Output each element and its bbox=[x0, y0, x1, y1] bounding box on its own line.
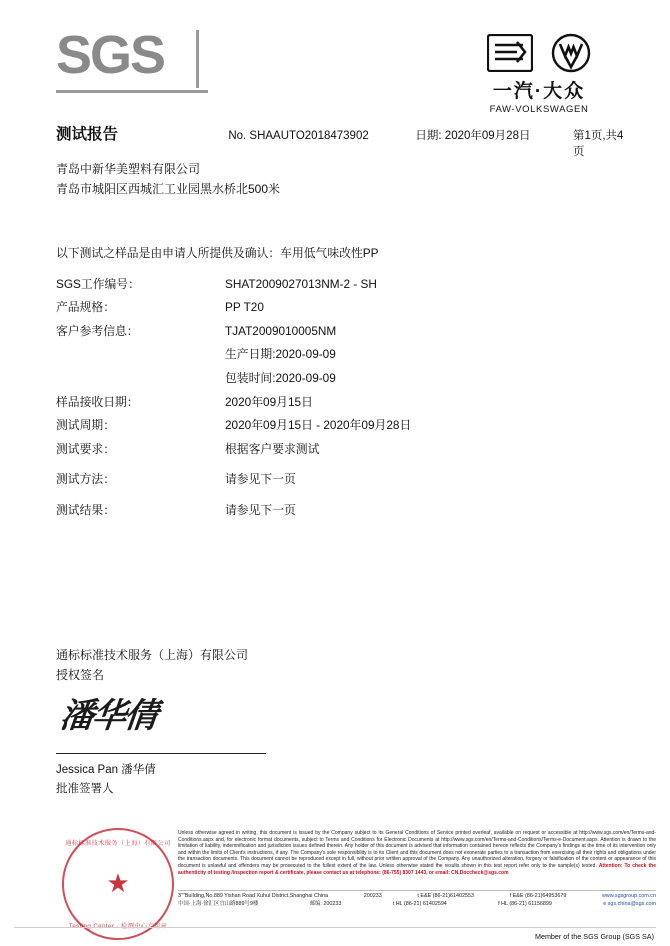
zip-en: 200233 bbox=[363, 893, 382, 899]
authorized-signature-label: 授权签名 bbox=[56, 668, 105, 683]
report-title-row bbox=[56, 122, 634, 159]
page-title: 测试报告 bbox=[56, 126, 119, 143]
field-label: 测试周期： bbox=[56, 418, 115, 433]
field-value: PP T20 bbox=[225, 300, 264, 315]
page-indicator: 第1页,共4页 bbox=[572, 130, 624, 158]
sgs-group-member-note: Member of the SGS Group (SGS SA) bbox=[534, 932, 654, 941]
faw-vw-chinese-name: 一汽·大众 bbox=[492, 81, 586, 102]
field-value: 生产日期:2020-09-09 bbox=[225, 347, 336, 362]
seal-top-text: 通标标准技术服务（上海）有限公司 bbox=[65, 840, 171, 847]
field-packaging-date bbox=[56, 367, 630, 391]
field-production-date bbox=[56, 343, 630, 367]
field-value: TJAT2009010005NM bbox=[225, 323, 337, 338]
faw-emblem-icon bbox=[487, 34, 533, 72]
field-label: 样品接收日期： bbox=[56, 394, 139, 409]
report-fields bbox=[56, 242, 630, 523]
field-sample-description bbox=[56, 242, 630, 266]
signature-line bbox=[56, 753, 266, 754]
volkswagen-emblem-icon bbox=[551, 33, 591, 73]
issuing-organization: 通标标准技术服务（上海）有限公司 bbox=[56, 648, 249, 662]
field-sample-received-date bbox=[56, 391, 630, 415]
document-footer bbox=[0, 826, 670, 946]
footer-rule bbox=[14, 927, 656, 928]
field-test-requirement bbox=[56, 438, 630, 462]
footer-divider bbox=[178, 890, 656, 891]
field-label: 测试结果： bbox=[56, 502, 115, 517]
spacer bbox=[56, 266, 630, 273]
sgs-logo-underline bbox=[56, 90, 208, 93]
client-company-name: 青岛中新华美塑料有限公司 bbox=[56, 162, 201, 176]
spacer bbox=[56, 492, 630, 499]
client-company-block bbox=[56, 160, 280, 200]
website[interactable]: www.sgsgroup.com.cn bbox=[602, 893, 656, 899]
document-header bbox=[56, 25, 634, 115]
address-line-cn bbox=[178, 900, 656, 908]
faw-volkswagen-logo bbox=[444, 32, 634, 115]
field-value: 请参见下一页 bbox=[225, 472, 296, 487]
field-value: 2020年09月15日 - 2020年09月28日 bbox=[225, 418, 412, 433]
field-value: 根据客户要求测试 bbox=[225, 441, 320, 456]
legal-attention-text: Attention: To check the authenticity of testing /inspection report & certificate, please contact us at telephone: (86-755) 8307 1443, or email: CN.Doccheck@sgs.com bbox=[178, 862, 657, 876]
signature-image bbox=[56, 692, 281, 754]
field-label: 客户参考信息： bbox=[56, 323, 139, 338]
report-number: No. SHAAUTO2018473902 bbox=[228, 130, 369, 142]
field-label: 测试要求： bbox=[56, 441, 115, 456]
address-en: 3""Building,No.889 Yishan Road Xuhui District,Shanghai China bbox=[178, 893, 329, 899]
field-test-period bbox=[56, 414, 630, 438]
fax-en: f E&E (86-21)64953679 bbox=[509, 893, 567, 899]
field-value: SHAT2009027013NM-2 - SH bbox=[225, 276, 377, 291]
email[interactable]: e sgs.china@sgs.com bbox=[603, 901, 656, 908]
field-label: 测试方法： bbox=[56, 472, 115, 487]
address-cn: 中国·上海·徐汇区宜山路889号9楼 bbox=[178, 901, 259, 908]
field-label: SGS工作编号： bbox=[56, 276, 140, 291]
signature-block bbox=[56, 645, 281, 800]
footer-address-block bbox=[178, 892, 656, 908]
field-job-number bbox=[56, 273, 630, 297]
handwritten-signature: 潘华倩 bbox=[57, 695, 159, 736]
field-client-reference bbox=[56, 320, 630, 344]
field-value: 2020年09月15日 bbox=[225, 394, 313, 409]
zip-cn: 邮编: 200233 bbox=[309, 901, 342, 908]
tel-en: t E&E (86-21)61402553 bbox=[417, 893, 475, 899]
client-company-address: 青岛市城阳区西城汇工业园黑水桥北500米 bbox=[56, 181, 281, 196]
field-value: 包装时间:2020-09-09 bbox=[225, 370, 336, 385]
star-icon: ★ bbox=[106, 867, 130, 898]
field-product-spec bbox=[56, 296, 630, 320]
company-seal-stamp bbox=[62, 828, 174, 940]
field-test-result bbox=[56, 499, 630, 523]
tel-cn: t HL (86-21) 61402594 bbox=[392, 901, 447, 908]
seal-bottom-text: Testing Center · 检测中心专用章 bbox=[68, 923, 168, 930]
field-value: 请参见下一页 bbox=[225, 502, 296, 517]
sgs-logo: SGS bbox=[56, 25, 165, 85]
fax-cn: f HL (86-21) 61156899 bbox=[498, 901, 552, 908]
spacer bbox=[56, 461, 630, 468]
signatory-name: Jessica Pan 潘华倩 bbox=[56, 763, 156, 776]
sgs-logo-bar bbox=[196, 30, 199, 88]
report-date: 日期: 2020年09月28日 bbox=[415, 130, 531, 142]
legal-disclaimer bbox=[178, 830, 656, 876]
legal-text: Unless otherwise agreed in writing, this document is issued by the Company subject to its General Conditions of Service printed overleaf, available on request or accessible at http://www.sgs.com/en/Terms-and-Conditions.aspx and, for electronic format documents, subject to Terms and Conditions for Electronic Documents at http://www.sgs.com/en/Terms-and-Conditions/Terms-e-Document.aspx. Attention is drawn to the limitation of liability, indemnification and jurisdiction issues defined therein. Any holder of this document is advised that information contained hereon reflects the Company's findings at the time of its intervention only and within the limits of Client's instructions, if any. The Company's sole responsibility is to its Client and this document does not exonerate parties to a transaction from exercising all their rights and obligations under the transaction documents. This document cannot be reproduced except in full, without prior written approval of the Company. Any unauthorized alteration, forgery or falsification of the content or appearance of this document is unlawful and offenders may be prosecuted to the fullest extent of the law. Unless otherwise stated the results shown in this test report refer only to the sample(s) tested. bbox=[178, 830, 656, 869]
field-value: 车用低气味改性PP bbox=[280, 246, 379, 260]
logo-emblems-row bbox=[444, 32, 634, 74]
address-line-en bbox=[178, 892, 656, 900]
field-label: 以下测试之样品是由申请人所提供及确认： bbox=[56, 246, 281, 260]
field-test-method bbox=[56, 468, 630, 492]
signatory-role: 批准签署人 bbox=[56, 783, 114, 796]
field-label: 产品规格： bbox=[56, 300, 115, 315]
faw-vw-english-name: FAW-VOLKSWAGEN bbox=[489, 104, 589, 115]
